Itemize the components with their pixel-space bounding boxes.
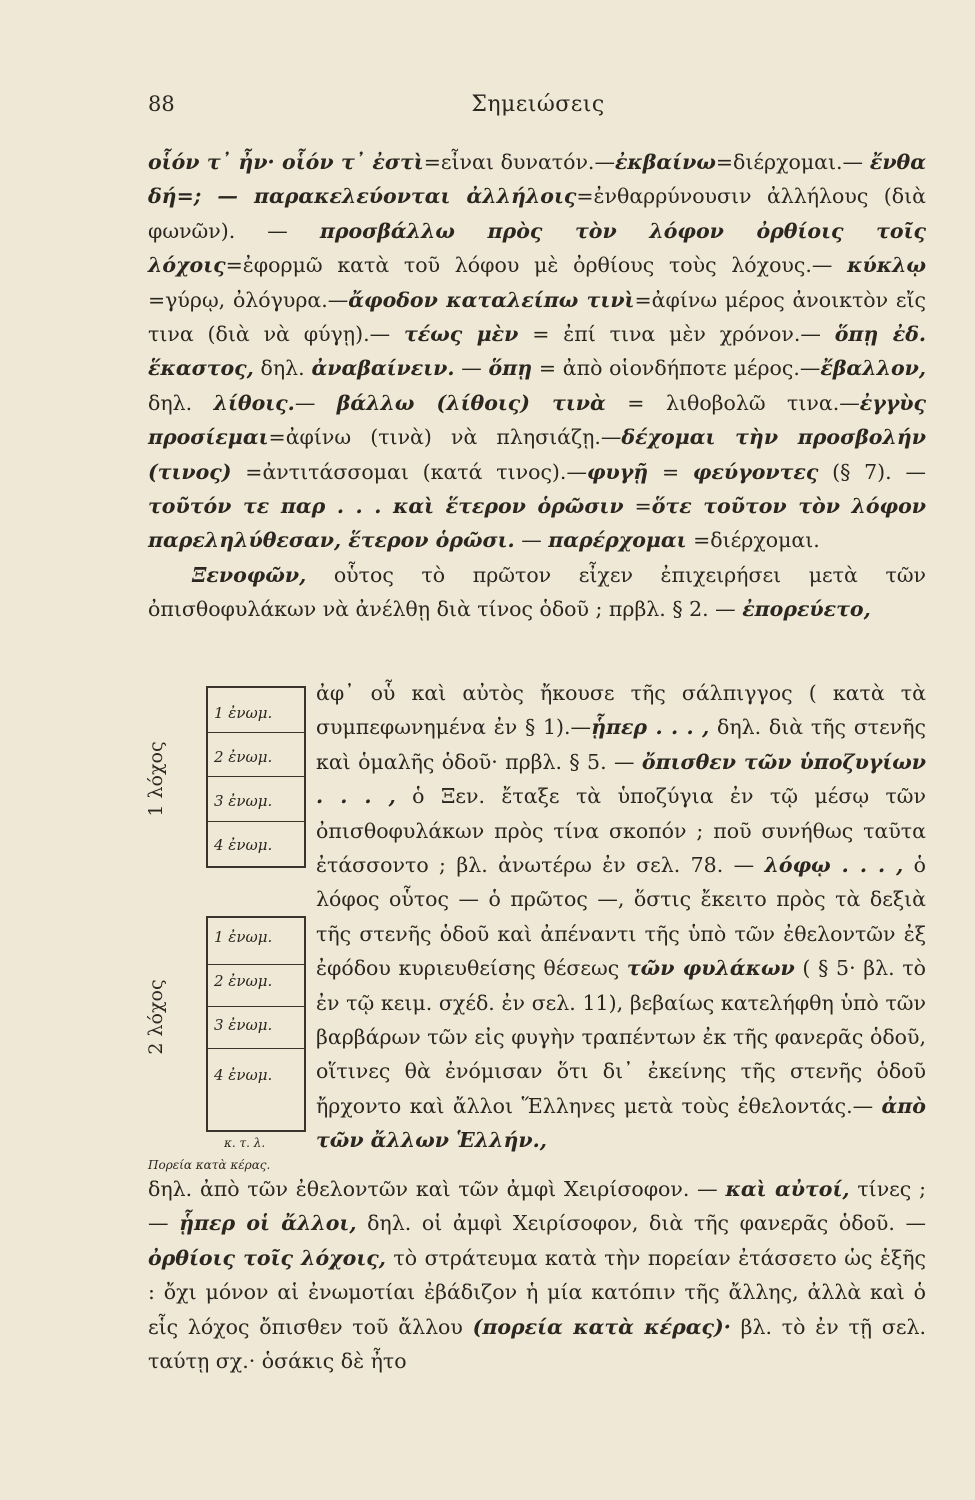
gloss-text: =ἀφίνω (τινὰ) νὰ πλησιάζῃ.— — [268, 425, 622, 450]
lemma-term: ἀναβαίνειν. — [311, 356, 455, 381]
lemma-term: τῶν φυλάκων — [626, 956, 795, 981]
notes-text-bottom — [148, 1172, 926, 1378]
gloss-text: βλ. τὸ ἐν τῇ σελ. ταύτῃ σχ.· ὁσάκις δὲ ἦτο — [148, 1314, 926, 1374]
gloss-text: =διέρχομαι.— — [715, 150, 870, 174]
gloss-text: ὁ λόφος οὗτος — ὁ πρῶτος —, ὅστις ἔκειτο πρὸς τὰ δεξιὰ τῆς στενῆς ὁδοῦ καὶ ἀπέναντι τῆς ὑπὸ τῶν ἐθελοντῶν ἐξ ἐφόδου κυριευθείσης θέσεως — [316, 853, 927, 981]
enomotia-label: 2 ἐνωμ. — [214, 748, 273, 766]
enomotia-label: 4 ἐνωμ. — [214, 1066, 273, 1084]
lemma-term: ἀπὸ τῶν ἄλλων Ἑλλήν., — [316, 1093, 926, 1153]
gloss-text: = ἀπὸ οἱονδήποτε μέρος.— — [532, 356, 821, 381]
gloss-text: =ἀντιτάσσομαι (κατά τινος).— — [231, 459, 587, 484]
enomotia-label: 1 ἐνωμ. — [214, 928, 273, 946]
gloss-text: = λιθοβολῶ τινα.— — [605, 390, 860, 415]
gloss-text: =ἐνθαρρύνουσιν ἀλλήλους (διὰ φωνῶν). — — [148, 184, 927, 243]
lemma-term: ὄπισθεν τῶν ὑποζυγίων . . . , — [316, 749, 926, 809]
lemma-term: ὅτε τοῦτον τὸν λόφον παρεληλύθεσαν, ἕτερον ὁρῶσι. — [148, 494, 926, 553]
paragraph-1 — [148, 145, 926, 558]
gloss-text: δηλ. — [148, 390, 214, 415]
diagram-etc: κ. τ. λ. — [224, 1136, 266, 1150]
gloss-text: — — [454, 356, 489, 381]
gloss-text: = ἐπί τινα μὲν χρόνον.— — [518, 322, 835, 347]
page-number: 88 — [148, 92, 175, 116]
lemma-term: δέχομαι τὴν προσβολήν (τινος) — [148, 425, 926, 484]
lemma-term: ᾗπερ οἱ ἄλλοι, — [179, 1211, 357, 1236]
lemma-term: τέως μὲν — [403, 322, 519, 347]
divider — [206, 821, 304, 822]
lemma-term: ἄφοδον καταλείπω τινὶ — [348, 287, 635, 312]
gloss-text: τίνες ; — — [148, 1177, 926, 1236]
lemma-term: ἔβαλλον, — [820, 356, 926, 381]
gloss-text: δηλ. ἀπὸ τῶν ἐθελοντῶν καὶ τῶν ἀμφὶ Χειρίσοφον. — — [148, 1177, 726, 1201]
page-header — [148, 92, 928, 126]
lemma-term: οἷόν τ᾽ ἦν· οἷόν τ᾽ ἐστὶ — [148, 150, 424, 174]
lemma-term: Ξενοφῶν, — [192, 562, 307, 587]
gloss-text: ( § 5· βλ. τὸ ἐν τῷ κειμ. σχέδ. ἐν σελ. 11), βεβαίως κατελήφθη ὑπὸ τῶν βαρβάρων τῶν εἰς φυγὴν τραπέντων ἐκ τῆς φανερᾶς ὁδοῦ, οἵτινες θὰ ἐνόμισαν ὅτι δι᾽ ἐκείνης τῆς στενῆς ὁδοῦ ἤρχοντο καὶ ἄλλοι Ἕλληνες μετὰ τοὺς ἐθελοντάς.— — [316, 956, 927, 1118]
gloss-text: =γύρῳ, ὀλόγυρα.— — [148, 287, 349, 312]
paragraph-2 — [148, 558, 926, 627]
notes-text-top — [148, 145, 926, 627]
lemma-term: ᾗπερ . . . , — [591, 715, 710, 740]
lemma-term: φυγῇ — [586, 459, 649, 484]
divider — [206, 1006, 304, 1007]
lemma-term: κύκλῳ — [847, 253, 926, 278]
lemma-term: (πορεία κατὰ κέρας)· — [472, 1314, 731, 1339]
lemma-term: βάλλω (λίθοις) τινὰ — [336, 390, 606, 415]
lemma-term: ὅπῃ — [488, 356, 533, 381]
lemma-term: φεύγοντες — [692, 459, 819, 484]
march-formation-diagram — [140, 676, 316, 1176]
gloss-text: = — [648, 459, 693, 484]
lemma-term: προσβάλλω πρὸς τὸν λόφον ὀρθίοις τοῖς λόχοις — [148, 218, 926, 278]
lemma-term: καὶ αὐτοί, — [725, 1177, 850, 1201]
divider — [206, 776, 304, 777]
enomotia-label: 3 ἐνωμ. — [214, 792, 273, 810]
gloss-text: — — [294, 390, 337, 415]
lemma-term: ἐκβαίνω — [614, 150, 716, 174]
lemma-term: τοῦτόν τε παρ . . . καὶ ἕτερον ὁρῶσιν — [148, 494, 624, 519]
lemma-term: ὅπῃ ἐδ. ἕκαστος, — [148, 322, 927, 381]
gloss-text: δηλ. διὰ τῆς στενῆς καὶ ὁμαλῆς ὁδοῦ· πρβλ. § 5. — — [316, 715, 926, 774]
gloss-text: δηλ. οἱ ἀμφὶ Χειρίσοφον, διὰ τῆς φανερᾶς ὁδοῦ. — — [356, 1211, 926, 1236]
enomotia-label: 2 ἐνωμ. — [214, 972, 273, 990]
divider — [206, 732, 304, 733]
diagram-caption: Πορεία κατὰ κέρας. — [148, 1158, 271, 1172]
gloss-text: =εἶναι δυνατόν.— — [423, 150, 615, 174]
gloss-text: = — [623, 494, 652, 519]
lemma-term: παρέρχομαι — [548, 528, 687, 553]
gloss-text: τὸ στράτευμα κατὰ τὴν πορείαν ἐτάσσετο ὡς ἑξῆς : ὄχι μόνον αἱ ἐνωμοτίαι ἐβάδιζον ἡ μία κατόπιν τῆς ἄλλης, ἀλλὰ καὶ ὁ εἷς λόχος ὄπισθεν τοῦ ἄλλου — [148, 1245, 926, 1339]
gloss-text: δηλ. — [253, 356, 312, 381]
lemma-term: ἐγγὺς προσίεμαι — [148, 390, 926, 450]
gloss-text: =διέρχομαι. — [686, 528, 820, 553]
lemma-term: ἐπορεύετο, — [742, 597, 871, 622]
running-title: Σημειώσεις — [471, 92, 605, 117]
enomotia-label: 1 ἐνωμ. — [214, 704, 273, 722]
lemma-term: λίθοις. — [213, 390, 295, 415]
lemma-term: ὀρθίοις τοῖς λόχοις, — [148, 1245, 386, 1270]
gloss-text: ἀφ᾽ οὗ καὶ αὐτὸς ἤκουσε τῆς σάλπιγγος ( κατὰ τὰ συμπεφωνημένα ἐν § 1).— — [316, 681, 926, 740]
gloss-text: — — [514, 528, 549, 553]
enomotia-label: 4 ἐνωμ. — [214, 836, 273, 854]
gloss-text: =ἀφίνω μέρος ἀνοικτὸν εἴς τινα (διὰ νὰ φύγῃ).— — [148, 287, 927, 347]
lemma-term: ἔνθα δή=; — παρακελεύονται ἀλλήλοις — [148, 150, 926, 209]
divider — [206, 964, 304, 965]
notes-text-beside-diagram — [316, 676, 926, 1158]
lochos-2-label: 2 λόχος — [145, 979, 167, 1055]
gloss-text: οὗτος τὸ πρῶτον εἶχεν ἐπιχειρήσει μετὰ τῶν ὀπισθοφυλάκων νὰ ἀνέλθῃ διὰ τίνος ὁδοῦ ; πρβλ. § 2. — — [148, 562, 926, 622]
gloss-text: =ἐφορμῶ κατὰ τοῦ λόφου μὲ ὀρθίους τοὺς λόχους.— — [225, 253, 848, 278]
lochos-1-label: 1 λόχος — [145, 741, 167, 817]
enomotia-label: 3 ἐνωμ. — [214, 1016, 273, 1034]
gloss-text: ὁ Ξεν. ἔταξε τὰ ὑποζύγια ἐν τῷ μέσῳ τῶν ὀπισθοφυλάκων πρὸς τίνα σκοπόν ; ποῦ συνήθως ταῦτα ἐτάσσοντο ; βλ. ἀνωτέρω ἐν σελ. 78. — — [316, 784, 926, 878]
lemma-term: λόφῳ . . . , — [764, 853, 904, 878]
gloss-text: (§ 7). — — [818, 459, 926, 484]
divider — [206, 1048, 304, 1049]
